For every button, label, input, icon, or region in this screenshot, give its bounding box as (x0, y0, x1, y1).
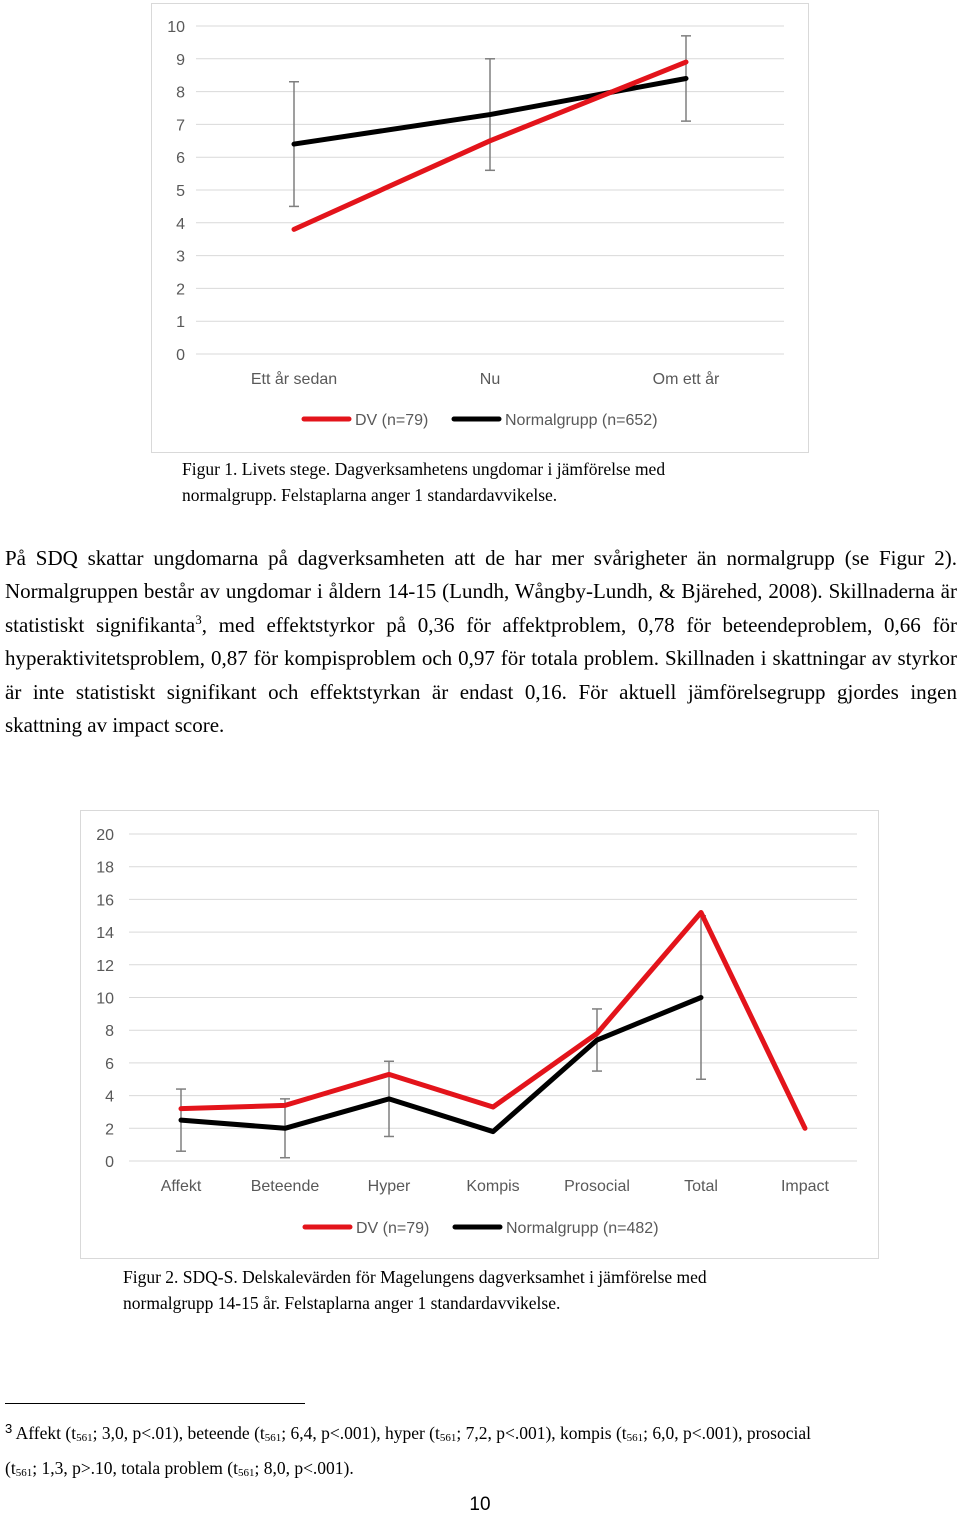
footnote-line1-text: Affekt (t (15, 1423, 77, 1443)
footnote (5, 1414, 957, 1488)
footnote-line-1 (16, 1423, 811, 1443)
footnote-line2-subscript: 561 (15, 1467, 33, 1479)
figure-1-y-tick-label: 5 (176, 183, 185, 200)
figure-2-y-tick-label: 4 (105, 1088, 114, 1106)
figure-2-y-tick-label: 10 (96, 990, 114, 1008)
footnote-line1-text: ; 6,0, p<.001), prosocial (643, 1423, 811, 1443)
footnote-line1-text: ; 6,4, p<.001), hyper (t (281, 1423, 440, 1443)
body-paragraph (5, 542, 957, 742)
footnote-line1-subscript: 561 (76, 1432, 93, 1444)
footnote-line2-text: ; 1,3, p>.10, totala problem (t (32, 1458, 238, 1478)
figure-1-x-tick-label: Om ett år (652, 371, 720, 388)
figure-1-y-tick-label: 10 (167, 19, 185, 36)
figure-1-y-tick-label: 4 (176, 215, 185, 233)
footnote-number: 3 (5, 1421, 13, 1436)
figure-2-x-tick-label: Total (684, 1178, 718, 1195)
figure-1-legend-label: Normalgrupp (n=652) (505, 412, 658, 429)
figure-2-x-tick-label: Affekt (160, 1178, 202, 1195)
figure-1-x-tick-label: Nu (479, 371, 501, 388)
footnote-line1-text: ; 3,0, p<.01), beteende (t (92, 1423, 265, 1443)
body-text-part1: På SDQ skattar ungdomarna på dagverksamheten att de har mer svårigheter än normalgrupp (se Figur 2). Normalgruppen består av ungdomar i åldern 14-15 (Lundh, Wångby-Lundh, & Bjärehed, 2008). Skillnaderna är statistiskt signifikanta (5, 546, 957, 637)
footnote-line-2 (5, 1458, 354, 1478)
figure-2-y-tick-label: 8 (105, 1023, 114, 1041)
figure-1-caption-line1: Figur 1. Livets stege. Dagverksamhetens ungdomar i jämförelse med (182, 459, 666, 479)
footnote-line2-text: ; 8,0, p<.001). (254, 1458, 354, 1478)
figure-1-legend-label: DV (n=79) (355, 412, 429, 429)
figure-1-y-tick-label: 7 (176, 117, 185, 135)
figure-1-x-tick-label: Ett år sedan (250, 371, 338, 388)
footnote-line1-text: ; 7,2, p<.001), kompis (t (456, 1423, 627, 1443)
figure-2-caption-line1: Figur 2. SDQ-S. Delskalevärden för Magelungens dagverksamhet i jämförelse med (123, 1267, 707, 1287)
figure-2-y-tick-label: 0 (105, 1154, 114, 1171)
figure-2-chart (80, 810, 879, 1259)
figure-1-y-tick-label: 9 (176, 51, 185, 69)
figure-1-y-tick-label: 1 (176, 314, 185, 332)
figure-2-x-tick-label: Kompis (466, 1178, 520, 1195)
figure-1-caption (182, 456, 665, 508)
figure-1-y-tick-label: 3 (176, 248, 185, 266)
figure-1-y-tick-label: 0 (176, 347, 185, 364)
footnote-separator (5, 1403, 305, 1404)
figure-1-caption-line2: normalgrupp. Felstaplarna anger 1 standardavvikelse. (182, 485, 558, 505)
footnote-line2-subscript: 561 (237, 1467, 255, 1479)
figure-2-y-tick-label: 20 (96, 827, 114, 844)
figure-2-caption (123, 1264, 707, 1316)
figure-1-chart (151, 3, 809, 453)
figure-1-y-tick-label: 2 (176, 281, 185, 299)
figure-2-legend-label: Normalgrupp (n=482) (506, 1220, 659, 1237)
figure-2-x-tick-label: Prosocial (564, 1178, 630, 1195)
footnote-line1-subscript: 561 (439, 1432, 457, 1444)
figure-2-y-tick-label: 18 (96, 859, 114, 877)
footnote-line1-subscript: 561 (626, 1432, 644, 1444)
figure-2-y-tick-label: 6 (105, 1055, 114, 1073)
figure-2-y-tick-label: 2 (105, 1121, 114, 1139)
figure-1-y-tick-label: 6 (176, 150, 185, 168)
figure-2-x-tick-label: Hyper (367, 1178, 411, 1195)
figure-1-plot (152, 4, 808, 452)
figure-2-x-tick-label: Impact (780, 1178, 830, 1195)
footnote-line1-subscript: 561 (264, 1432, 282, 1444)
figure-2-series-line (181, 998, 701, 1132)
figure-2-plot (81, 811, 878, 1258)
figure-2-caption-line2: normalgrupp 14-15 år. Felstaplarna anger 1 standardavvikelse. (123, 1293, 561, 1313)
footnote-reference[interactable]: 3 (195, 611, 202, 627)
figure-2-legend-label: DV (n=79) (356, 1220, 430, 1237)
figure-2-y-tick-label: 12 (96, 957, 114, 975)
body-text-part2: , med effektstyrkor på 0,36 för affektproblem, 0,78 för beteendeproblem, 0,66 för hyperaktivitetsproblem, 0,87 för kompisproblem och 0,97 för totala problem. Skillnaden i skattningar av styrkor är inte statistiskt signifikant och effektstyrkan är endast 0,16. För aktuell jämförelsegrupp gjordes ingen skattning av impact score. (5, 612, 957, 738)
figure-2-y-tick-label: 16 (96, 892, 114, 910)
figure-2-x-tick-label: Beteende (250, 1178, 320, 1195)
figure-2-y-tick-label: 14 (96, 925, 114, 943)
footnote-line2-text: (t (5, 1458, 16, 1478)
figure-1-y-tick-label: 8 (176, 84, 185, 102)
page-number: 10 (469, 1494, 491, 1515)
